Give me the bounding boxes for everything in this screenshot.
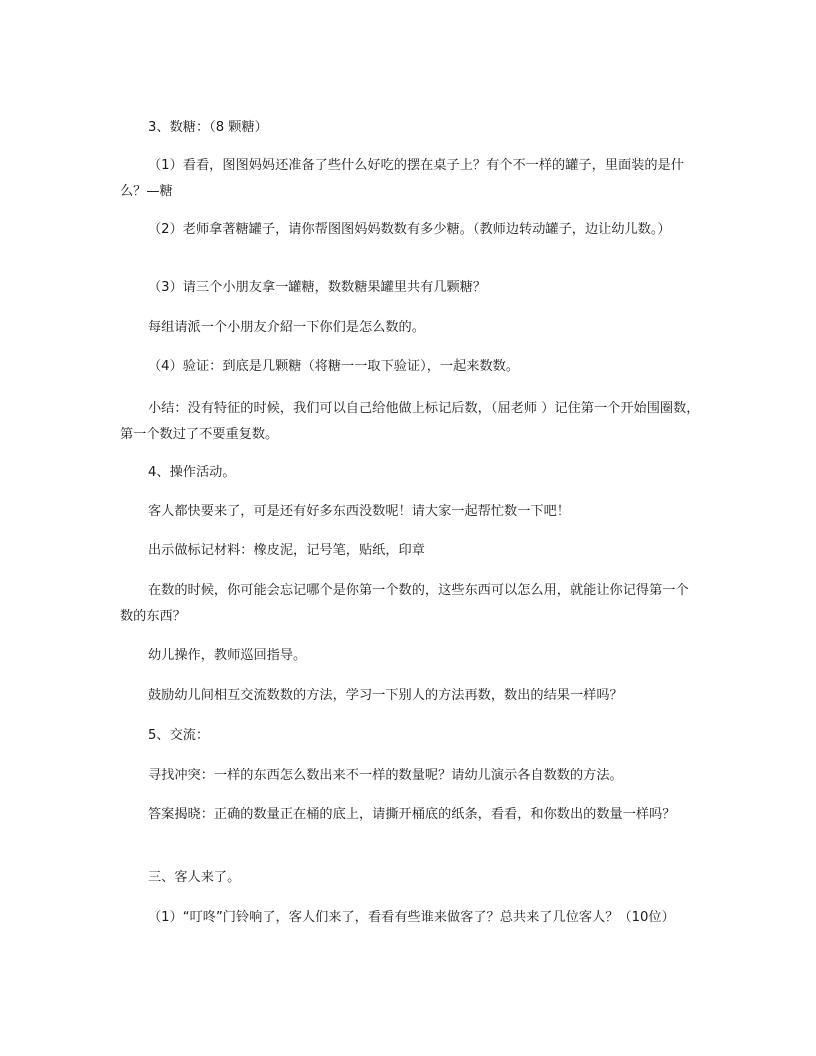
paragraph-step-3: （3）请三个小朋友拿一罐糖，数数糖果罐里共有几颗糖？ xyxy=(148,280,487,295)
paragraph-guests-coming: 客人都快要来了，可是还有好多东西没数呢！请大家一起帮忙数一下吧！ xyxy=(148,504,570,519)
paragraph-section-3-heading: 3、数糖：（8 颗糖） xyxy=(148,120,268,135)
paragraph-doorbell: （1）“叮咚”门铃响了，客人们来了，看看有些谁来做客了？总共来了几位客人？（10位） xyxy=(148,910,675,925)
paragraph-encourage-exchange: 鼓励幼儿间相互交流数数的方法，学习一下别人的方法再数，数出的结果一样吗？ xyxy=(148,688,623,703)
paragraph-counting-question: 在数的时候，你可能会忘记哪个是你第一个数的，这些东西可以怎么用，就能让你记得第一个数的东西？ xyxy=(120,583,689,624)
paragraph-section-5-heading: 5、交流： xyxy=(148,728,210,743)
paragraph-section-4-heading: 4、操作活动。 xyxy=(148,465,236,480)
paragraph-section-three-heading: 三、客人来了。 xyxy=(148,870,241,885)
paragraph-group-intro: 每组请派一个小朋友介紹一下你们是怎么数的。 xyxy=(148,320,425,335)
paragraph-step-1: （1）看看，图图妈妈还准备了些什么好吃的摆在桌子上？有个不一样的罐子，里面装的是什么？—糖 xyxy=(120,158,684,199)
paragraph-find-conflict: 寻找冲突：一样的东西怎么数出来不一样的数量呢？请幼儿演示各自数数的方法。 xyxy=(148,768,623,783)
paragraph-summary: 小结：没有特征的时候，我们可以自己给他做上标记后数，（屈老师 ）记住第一个开始围圈数，第一个数过了不要重复数。 xyxy=(120,401,700,442)
paragraph-step-2: （2）老师拿著糖罐子，请你帮图图妈妈数数有多少糖。（教师边转动罐子，边让幼儿数。） xyxy=(148,222,671,237)
paragraph-child-operation: 幼儿操作，教师巡回指导。 xyxy=(148,648,307,663)
paragraph-marking-materials: 出示做标记材料：橡皮泥，记号笔，贴纸，印章 xyxy=(148,543,425,558)
paragraph-step-4: （4）验证：到底是几颗糖（将糖一一取下验证），一起来数数。 xyxy=(148,359,520,374)
paragraph-answer-reveal: 答案揭晓：正确的数量正在桶的底上，请撕开桶底的纸条，看看，和你数出的数量一样吗？ xyxy=(148,807,676,822)
